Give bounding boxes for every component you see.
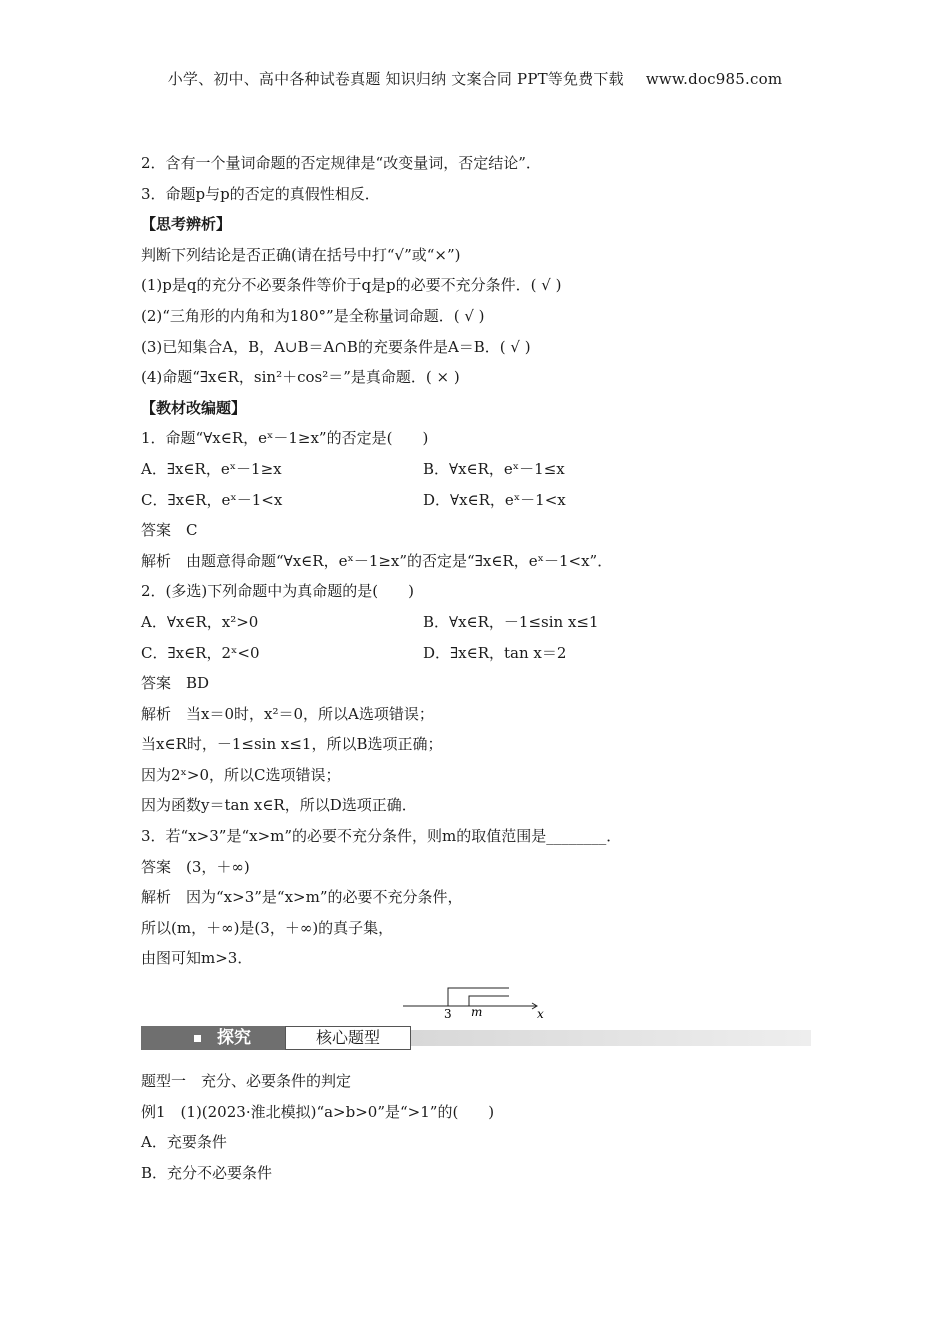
document-body [141,148,811,1188]
q2-analysis-3: 因为2ˣ>0，所以C选项错误； [141,765,341,784]
q3-analysis-1: 解析 因为“x>3”是“x>m”的必要不充分条件， [141,888,463,907]
section-bar-dark [141,1026,285,1050]
q3-answer: 答案 (3，＋∞) [141,857,250,876]
q2-option-d: D．∃x∈R，tan x＝2 [423,643,567,662]
q3-analysis-3: 由图可知m>3． [141,949,253,968]
question-2-options-cd [141,638,811,669]
q2-option-c: C．∃x∈R，2ˣ<0 [141,643,260,662]
header-text: 小学、初中、高中各种试卷真题 知识归纳 文案合同 PPT等免费下载 [167,70,624,88]
think-item-4: (4)命题“∃x∈R，sin²＋cos²＝”是真命题．( × ) [141,368,460,387]
example-1-option-b: B．充分不必要条件 [141,1163,273,1182]
header-site: www.doc985.com [645,70,783,88]
section-title-explore: 探究 [217,1028,251,1049]
example-1: 例1 (1)(2023·淮北模拟)“a>b>0”是“>1”的( ) [141,1102,495,1121]
tick-m-label: m [471,1005,483,1020]
question-1: 1．命题“∀x∈R，eˣ－1≥x”的否定是( ) [141,429,429,448]
question-2-options-ab [141,607,811,638]
q1-option-c: C．∃x∈R，eˣ－1<x [141,490,283,509]
page-header [0,68,950,89]
question-1-options-cd [141,485,811,516]
q1-option-b: B．∀x∈R，eˣ－1≤x [423,459,565,478]
number-line-diagram [141,974,811,1024]
q2-analysis-4: 因为函数y＝tan x∈R，所以D选项正确． [141,796,417,815]
q1-option-a: A．∃x∈R，eˣ－1≥x [141,459,282,478]
type-1-heading: 题型一 充分、必要条件的判定 [141,1072,352,1091]
think-heading: 【思考辨析】 [141,215,232,234]
axis-x-label: x [537,1007,544,1022]
think-item-3: (3)已知集合A，B，A∪B＝A∩B的充要条件是A＝B．( √ ) [141,337,531,356]
textbook-heading: 【教材改编题】 [141,398,247,417]
section-bar-fade [411,1030,811,1046]
q2-analysis-1: 解析 当x＝0时，x²＝0，所以A选项错误； [141,704,434,723]
question-3: 3．若“x>3”是“x>m”的必要不充分条件，则m的取值范围是________． [141,827,622,846]
question-2: 2．(多选)下列命题中为真命题的是( ) [141,582,414,601]
q1-answer: 答案 C [141,521,198,540]
q1-option-d: D．∀x∈R，eˣ－1<x [423,490,566,509]
think-item-1: (1)p是q的充分不必要条件等价于q是p的必要不充分条件．( √ ) [141,276,562,295]
section-bar [141,1026,811,1050]
question-1-options-ab [141,454,811,485]
rule-3: 3．命题p与p的否定的真假性相反． [141,184,380,203]
q2-option-a: A．∀x∈R，x²>0 [141,612,259,631]
example-1-option-a: A．充要条件 [141,1133,227,1152]
section-title-core: 核心题型 [285,1026,411,1050]
tick-3-label: 3 [444,1007,452,1022]
q3-analysis-2: 所以(m，＋∞)是(3，＋∞)的真子集， [141,918,394,937]
square-bullet-icon [194,1035,201,1042]
q2-option-b: B．∀x∈R，－1≤sin x≤1 [423,612,599,631]
q2-answer: 答案 BD [141,674,210,693]
number-line-svg [141,974,811,1024]
rule-2: 2．含有一个量词命题的否定规律是“改变量词，否定结论”． [141,154,541,172]
interval-3-bracket [448,988,509,1006]
q1-analysis: 解析 由题意得命题“∀x∈R，eˣ－1≥x”的否定是“∃x∈R，eˣ－1<x”． [141,551,613,570]
think-item-2: (2)“三角形的内角和为180°”是全称量词命题．( √ ) [141,306,485,325]
q2-analysis-2: 当x∈R时，－1≤sin x≤1，所以B选项正确； [141,735,443,754]
think-intro: 判断下列结论是否正确(请在括号中打“√”或“×”) [141,245,461,264]
